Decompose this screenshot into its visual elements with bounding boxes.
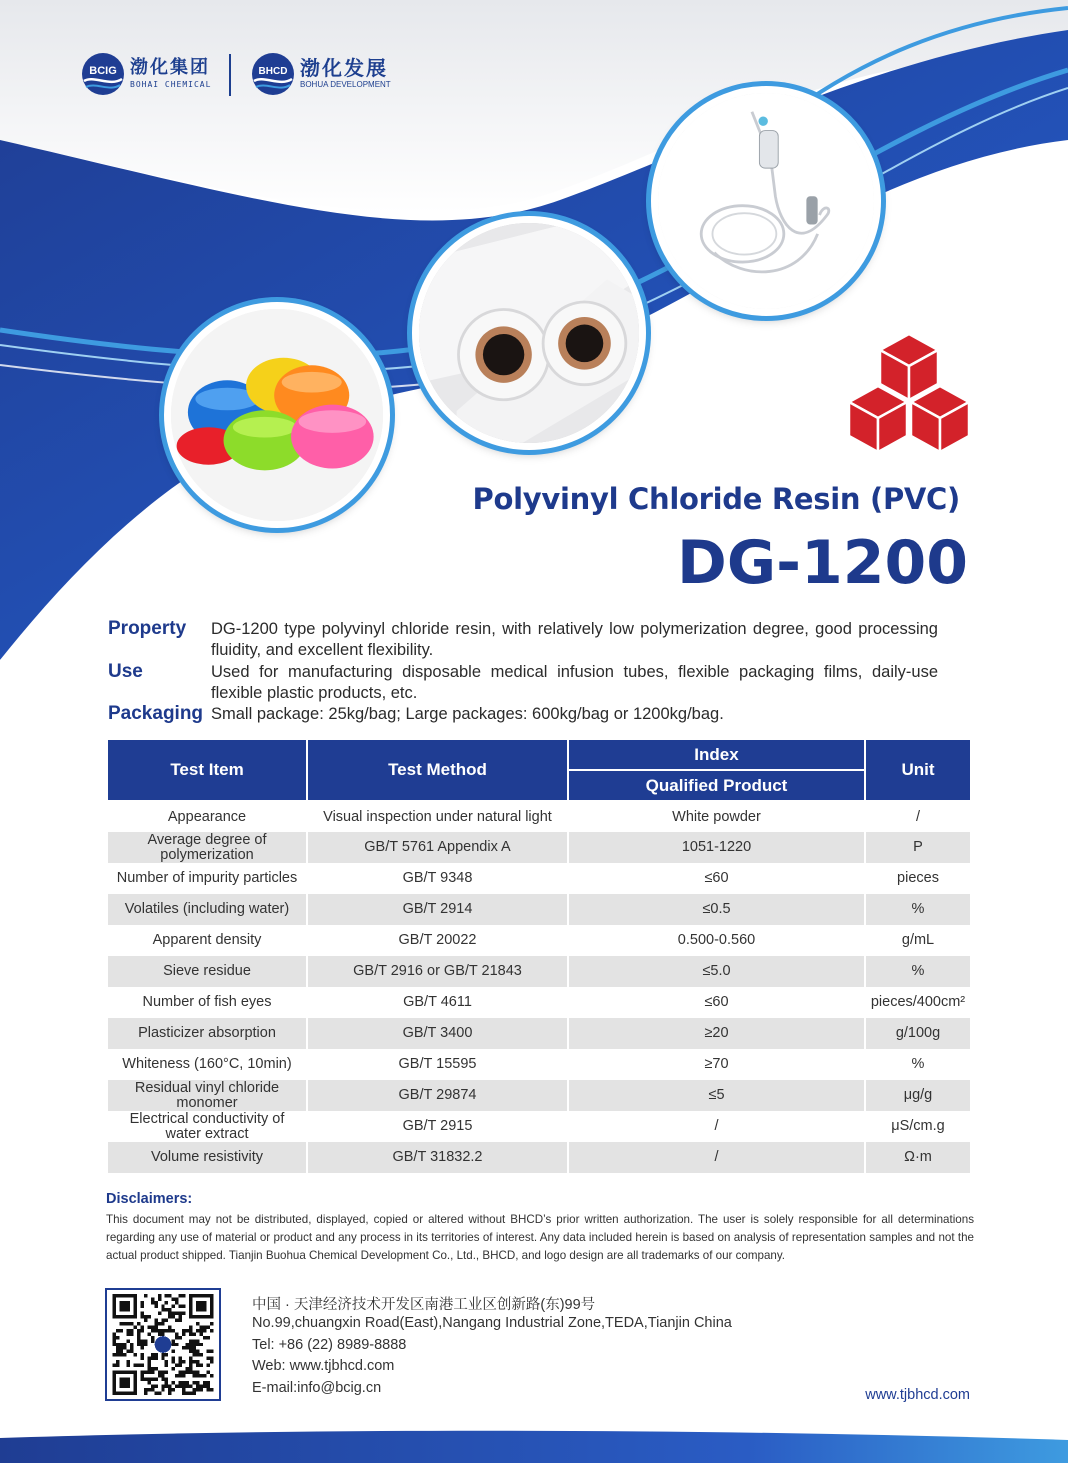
contact-email[interactable]: E-mail:info@bcig.cn	[252, 1380, 382, 1396]
footer-band	[0, 1428, 1068, 1463]
table-row	[107, 894, 971, 925]
cell-test-item: Number of impurity particles	[107, 863, 307, 894]
cell-unit: %	[865, 1049, 971, 1080]
spec-table-body	[107, 801, 971, 1173]
bcig-name-en: BOHAI CHEMICAL	[130, 80, 212, 89]
product-code: DG-1200	[677, 528, 968, 598]
header-test-item: Test Item	[107, 739, 307, 801]
table-row	[107, 987, 971, 1018]
bhcd-badge-icon	[250, 51, 296, 97]
cell-test-item: Number of fish eyes	[107, 987, 307, 1018]
footer-website-link[interactable]: www.tjbhcd.com	[865, 1387, 970, 1403]
silicone-bowls-photo	[164, 302, 390, 528]
cell-test-method: GB/T 4611	[307, 987, 568, 1018]
disclaimer-title: Disclaimers:	[106, 1191, 193, 1207]
cell-test-item: Apparent density	[107, 925, 307, 956]
bcig-badge-icon	[80, 51, 126, 97]
cell-test-item: Volume resistivity	[107, 1142, 307, 1173]
cell-qualified-value: ≤5.0	[568, 956, 865, 987]
cell-qualified-value: 1051-1220	[568, 832, 865, 863]
cell-unit: %	[865, 956, 971, 987]
cell-qualified-value: /	[568, 1142, 865, 1173]
contact-tel: Tel: +86 (22) 8989-8888	[252, 1337, 407, 1353]
cell-qualified-value: ≥70	[568, 1049, 865, 1080]
use-label: Use	[108, 661, 143, 682]
qr-code[interactable]	[105, 1288, 221, 1401]
infusion-set-photo	[651, 86, 881, 316]
table-row	[107, 956, 971, 987]
cell-test-method: GB/T 29874	[307, 1080, 568, 1111]
contact-web[interactable]: Web: www.tjbhcd.com	[252, 1358, 395, 1374]
cell-qualified-value: 0.500-0.560	[568, 925, 865, 956]
cell-test-item: Whiteness (160°C, 10min)	[107, 1049, 307, 1080]
cell-test-method: GB/T 2914	[307, 894, 568, 925]
cell-qualified-value: White powder	[568, 801, 865, 832]
cubes-logo-icon	[846, 332, 972, 456]
bcig-name-cn: 渤化集团	[130, 57, 210, 78]
use-text: Used for manufacturing disposable medical infusion tubes, flexible packaging films, daily-use flexible plastic products, etc.	[211, 663, 938, 702]
header-unit: Unit	[865, 739, 971, 801]
table-row	[107, 1111, 971, 1142]
cell-test-item: Average degree of polymerization	[107, 832, 307, 863]
cell-qualified-value: ≤5	[568, 1080, 865, 1111]
property-text: DG-1200 type polyvinyl chloride resin, with relatively low polymerization degree, good processing fluidity, and excellent flexibility.	[211, 620, 938, 659]
cell-test-method: GB/T 9348	[307, 863, 568, 894]
property-label: Property	[108, 618, 187, 639]
table-row	[107, 1018, 971, 1049]
packaging-text: Small package: 25kg/bag; Large packages: 600kg/bag or 1200kg/bag.	[211, 705, 724, 723]
address-cn: 中国 · 天津经济技术开发区南港工业区创新路(东)99号	[252, 1297, 596, 1313]
table-row	[107, 832, 971, 863]
cell-qualified-value: ≥20	[568, 1018, 865, 1049]
logo-divider	[229, 54, 231, 96]
bhcd-name-cn: 渤化发展	[300, 56, 388, 80]
cell-qualified-value: ≤60	[568, 987, 865, 1018]
cell-unit: P	[865, 832, 971, 863]
spec-table	[106, 738, 972, 1173]
bcig-logo	[80, 50, 211, 98]
table-row	[107, 925, 971, 956]
bcig-badge-text: BCIG	[89, 65, 117, 77]
table-row	[107, 1080, 971, 1111]
cell-test-item: Residual vinyl chloride monomer	[107, 1080, 307, 1111]
bhcd-logo	[250, 50, 391, 98]
table-row	[107, 1142, 971, 1173]
cell-test-method: GB/T 20022	[307, 925, 568, 956]
cell-test-method: GB/T 5761 Appendix A	[307, 832, 568, 863]
cell-test-method: GB/T 3400	[307, 1018, 568, 1049]
cell-test-method: GB/T 15595	[307, 1049, 568, 1080]
cell-test-method: Visual inspection under natural light	[307, 801, 568, 832]
cell-test-item: Electrical conductivity of water extract	[107, 1111, 307, 1142]
cell-unit: μS/cm.g	[865, 1111, 971, 1142]
header-index: Index	[568, 739, 865, 770]
cell-qualified-value: ≤0.5	[568, 894, 865, 925]
cell-unit: μg/g	[865, 1080, 971, 1111]
table-row	[107, 863, 971, 894]
cell-unit: %	[865, 894, 971, 925]
cell-unit: Ω·m	[865, 1142, 971, 1173]
cell-test-item: Sieve residue	[107, 956, 307, 987]
table-row	[107, 1049, 971, 1080]
header-test-method: Test Method	[307, 739, 568, 801]
header-qualified-product: Qualified Product	[568, 770, 865, 801]
plastic-film-rolls-photo	[412, 216, 646, 450]
address-en: No.99,chuangxin Road(East),Nangang Industrial Zone,TEDA,Tianjin China	[252, 1315, 732, 1331]
bhcd-badge-text: BHCD	[258, 66, 288, 77]
cell-unit: pieces	[865, 863, 971, 894]
cell-test-method: GB/T 2915	[307, 1111, 568, 1142]
cell-unit: g/mL	[865, 925, 971, 956]
cell-test-item: Appearance	[107, 801, 307, 832]
packaging-label: Packaging	[108, 703, 204, 724]
product-subtitle: Polyvinyl Chloride Resin (PVC)	[472, 482, 960, 516]
cell-unit: pieces/400cm²	[865, 987, 971, 1018]
cell-unit: /	[865, 801, 971, 832]
cell-test-method: GB/T 2916 or GB/T 21843	[307, 956, 568, 987]
cell-test-item: Plasticizer absorption	[107, 1018, 307, 1049]
disclaimer-text: This document may not be distributed, displayed, copied or altered without BHCD’s prior written authorization. The user is solely responsible for all determinations regarding any use of material or product and any process in its territories of interest. Any data included herein is based on analysis of representation samples and not the actual product shipped. Tianjin Buohua Chemical Development Co., Ltd., BHCD, and logo design are all trademarks of our company.	[106, 1213, 974, 1262]
table-row	[107, 801, 971, 832]
bhcd-name-en: BOHUA DEVELOPMENT	[300, 80, 391, 89]
cell-test-method: GB/T 31832.2	[307, 1142, 568, 1173]
cell-qualified-value: /	[568, 1111, 865, 1142]
cell-test-item: Volatiles (including water)	[107, 894, 307, 925]
cell-qualified-value: ≤60	[568, 863, 865, 894]
cell-unit: g/100g	[865, 1018, 971, 1049]
